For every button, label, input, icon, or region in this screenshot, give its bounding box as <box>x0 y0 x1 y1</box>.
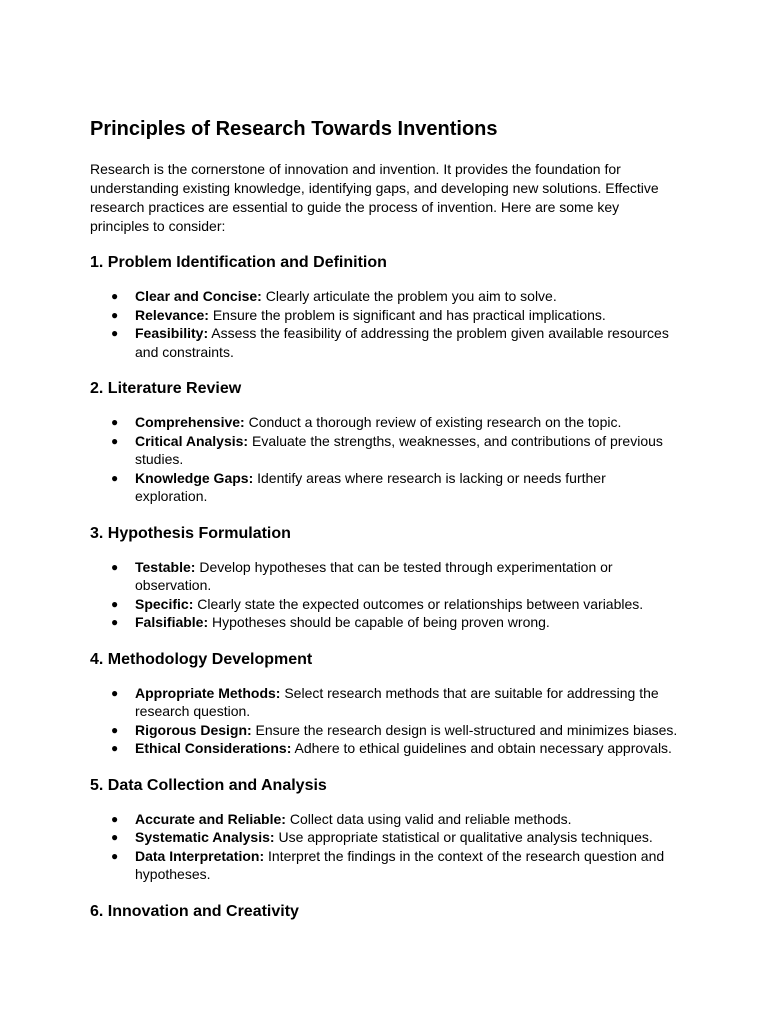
bullet-icon: ● <box>111 596 119 611</box>
list-item <box>90 558 678 595</box>
item-text: Ensure the research design is well-structured and minimizes biases. <box>251 721 678 738</box>
item-text: Interpret the findings in the context of the research question and hypotheses. <box>135 847 665 882</box>
section-3 <box>90 524 678 632</box>
item-text: Develop hypotheses that can be tested through experimentation or observation. <box>135 558 613 593</box>
item-term: Rigorous Design: <box>135 721 252 738</box>
item-text: Adhere to ethical guidelines and obtain necessary approvals. <box>291 740 672 756</box>
item-text: Evaluate the strengths, weaknesses, and contributions of previous studies. <box>135 432 663 467</box>
item-term: Systematic Analysis: <box>135 829 275 845</box>
bullet-list <box>90 413 678 506</box>
item-term: Appropriate Methods: <box>135 684 281 701</box>
item-text: Ensure the problem is significant and has practical implications. <box>208 306 606 323</box>
bullet-icon: ● <box>111 741 119 755</box>
bullet-icon: ● <box>111 470 119 485</box>
list-item <box>90 810 678 829</box>
bullet-icon: ● <box>111 289 119 303</box>
bullet-icon: ● <box>111 615 119 629</box>
item-text: Use appropriate statistical or qualitative analysis techniques. <box>274 829 653 845</box>
bullet-icon: ● <box>111 307 119 322</box>
item-text: Hypotheses should be capable of being proven wrong. <box>208 614 550 630</box>
item-term: Comprehensive: <box>135 414 245 430</box>
bullet-list <box>90 810 678 884</box>
item-term: Testable: <box>135 558 196 575</box>
section-heading: 4. Methodology Development <box>90 650 313 668</box>
bullet-icon: ● <box>111 685 119 700</box>
list-item <box>90 595 678 614</box>
item-text: Conduct a thorough review of existing research on the topic. <box>244 414 622 430</box>
item-text: Clearly articulate the problem you aim to solve. <box>261 288 557 304</box>
section-5 <box>90 776 678 884</box>
section-heading: 1. Problem Identification and Definition <box>90 254 387 271</box>
bullet-list <box>90 684 678 758</box>
section-6 <box>90 902 678 921</box>
item-term: Falsifiable: <box>135 614 209 630</box>
item-text: Identify areas where research is lacking or needs further exploration. <box>135 469 606 504</box>
bullet-icon: ● <box>111 848 119 863</box>
section-2 <box>90 379 678 506</box>
item-term: Accurate and Reliable: <box>135 810 286 827</box>
item-term: Knowledge Gaps: <box>135 469 254 486</box>
bullet-icon: ● <box>111 415 119 429</box>
item-text: Collect data using valid and reliable methods. <box>285 810 572 827</box>
list-item <box>90 469 678 506</box>
section-4 <box>90 650 678 758</box>
intro-paragraph: Research is the cornerstone of innovation and invention. It provides the foundation for understanding existing knowledge, identifying gaps, and developing new solutions. Effective research practices are essential to guide the process of invention. Here are some key principles to consider: <box>90 161 659 234</box>
list-item <box>90 684 678 721</box>
bullet-icon: ● <box>111 722 119 737</box>
item-text: Clearly state the expected outcomes or relationships between variables. <box>193 595 644 612</box>
bullet-icon: ● <box>111 811 119 826</box>
item-term: Critical Analysis: <box>135 432 249 449</box>
list-item <box>90 828 678 847</box>
item-term: Ethical Considerations: <box>135 740 292 756</box>
section-heading: 3. Hypothesis Formulation <box>90 524 291 542</box>
bullet-list <box>90 287 678 361</box>
item-term: Relevance: <box>135 306 209 323</box>
bullet-icon: ● <box>111 326 119 340</box>
list-item <box>90 324 678 361</box>
item-term: Specific: <box>135 595 194 612</box>
bullet-list <box>90 558 678 632</box>
list-item <box>90 432 678 469</box>
section-heading: 5. Data Collection and Analysis <box>90 776 327 794</box>
list-item <box>90 721 678 740</box>
section-heading: 6. Innovation and Creativity <box>90 902 299 920</box>
list-item <box>90 847 678 884</box>
item-term: Data Interpretation: <box>135 847 265 864</box>
list-item <box>90 413 678 432</box>
document-title: Principles of Research Towards Inventions <box>90 118 498 140</box>
list-item <box>90 613 678 632</box>
list-item <box>90 306 678 325</box>
item-term: Feasibility: <box>135 325 209 341</box>
section-1 <box>90 253 678 361</box>
item-text: Select research methods that are suitable for addressing the research question. <box>135 684 659 719</box>
item-text: Assess the feasibility of addressing the problem given available resources and constraints. <box>135 325 669 360</box>
list-item <box>90 739 678 758</box>
list-item <box>90 287 678 306</box>
bullet-icon: ● <box>111 830 119 844</box>
bullet-icon: ● <box>111 433 119 448</box>
section-heading: 2. Literature Review <box>90 380 242 397</box>
bullet-icon: ● <box>111 559 119 574</box>
item-term: Clear and Concise: <box>135 288 262 304</box>
